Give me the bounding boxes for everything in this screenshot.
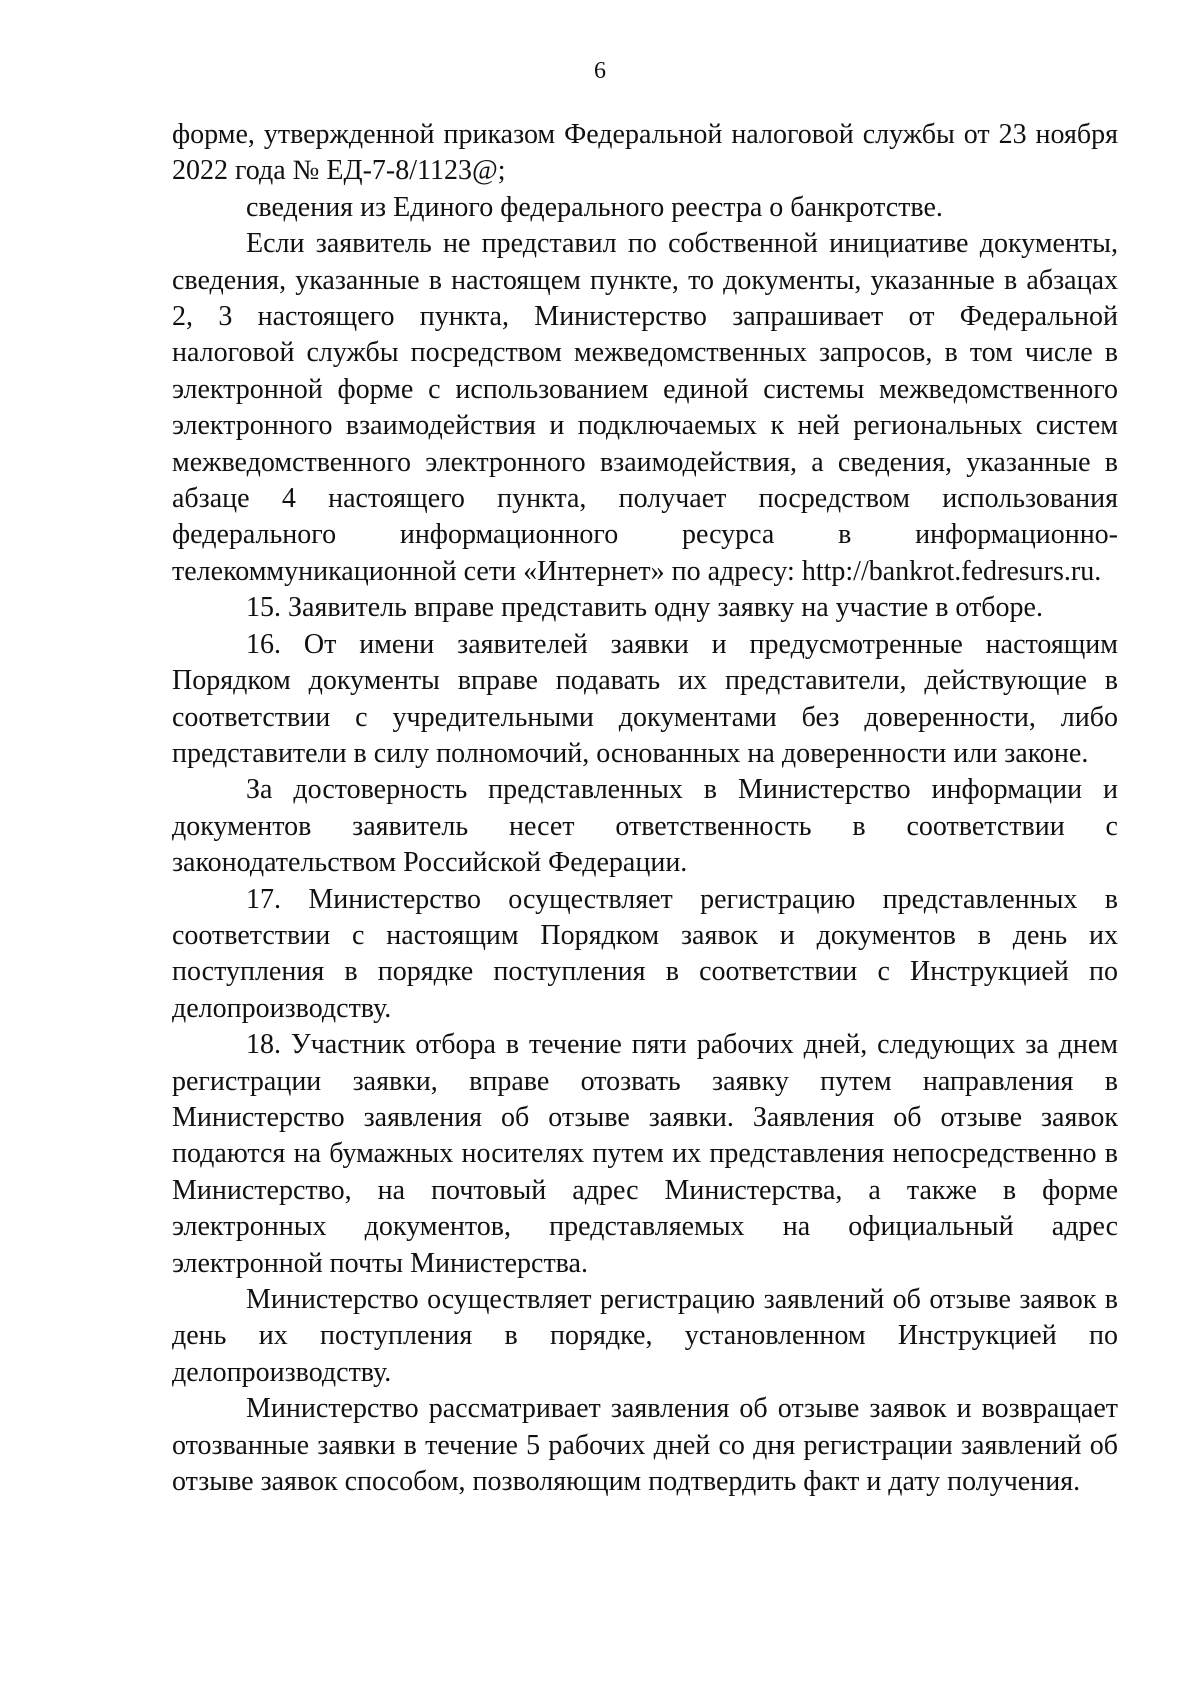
clause-16: 16. От имени заявителей заявки и предусмотренные настоящим Порядком документы вправе подавать их представители, действующие в соответствии с учредительными документами без доверенности, либо представители в силу полномочий, основанных на доверенности или законе.: [172, 628, 1118, 769]
paragraph-responsibility: За достоверность представленных в Министерство информации и документов заявитель несет ответственность в соответствии с законодательством Российской Федерации.: [172, 774, 1118, 879]
clause-15: 15. Заявитель вправе представить одну заявку на участие в отборе.: [246, 592, 1043, 624]
paragraph-withdrawal-registration: Министерство осуществляет регистрацию заявлений об отзыве заявок в день их поступления в порядке, установленном Инструкцией по делопроизводству.: [172, 1284, 1118, 1388]
clause-18: 18. Участник отбора в течение пяти рабочих дней, следующих за днем регистрации заявки, вправе отозвать заявку путем направления в Министерство заявления об отзыве заявки. Заявления об отзыве заявок подаются на бумажных носителях путем их представления непосредственно в Министерство, на почтовый адрес Министерства, а также в форме электронных документов, представляемых на официальный адрес электронной почты Министерства.: [172, 1029, 1118, 1279]
paragraph-withdrawal-review: Министерство рассматривает заявления об отзыве заявок и возвращает отозванные заявки в течение 5 рабочих дней со дня регистрации заявлений об отзыве заявок способом, позволяющим подтвердить факт и дату получения.: [172, 1393, 1118, 1498]
clause-17: 17. Министерство осуществляет регистрацию представленных в соответствии с настоящим Порядком заявок и документов в день их поступления в порядке поступления в соответствии с Инструкцией по делопроизводству.: [172, 883, 1118, 1024]
paragraph-interagency-requests: Если заявитель не представил по собственной инициативе документы, сведения, указанные в настоящем пункте, то документы, указанные в абзацах 2, 3 настоящего пункта, Министерство запрашивает от Федеральной налоговой службы посредством межведомственных запросов, в том числе в электронной форме с использованием единой системы межведомственного электронного взаимодействия и подключаемых к ней региональных систем межведомственного электронного взаимодействия, а сведения, указанные в абзаце 4 настоящего пункта, получает посредством использования федерального информационного ресурса в информационно-телекоммуникационной сети «Интернет» по адресу: http://bankrot.fedresurs.ru.: [172, 228, 1118, 587]
document-body: [172, 117, 1118, 1500]
paragraph-continuation: форме, утвержденной приказом Федеральной налоговой службы от 23 ноября 2022 года № ЕД-7-8/1123@;: [172, 119, 1118, 187]
paragraph-bankruptcy-registry: сведения из Единого федерального реестра о банкротстве.: [246, 191, 943, 223]
page-number: 6: [594, 58, 606, 84]
